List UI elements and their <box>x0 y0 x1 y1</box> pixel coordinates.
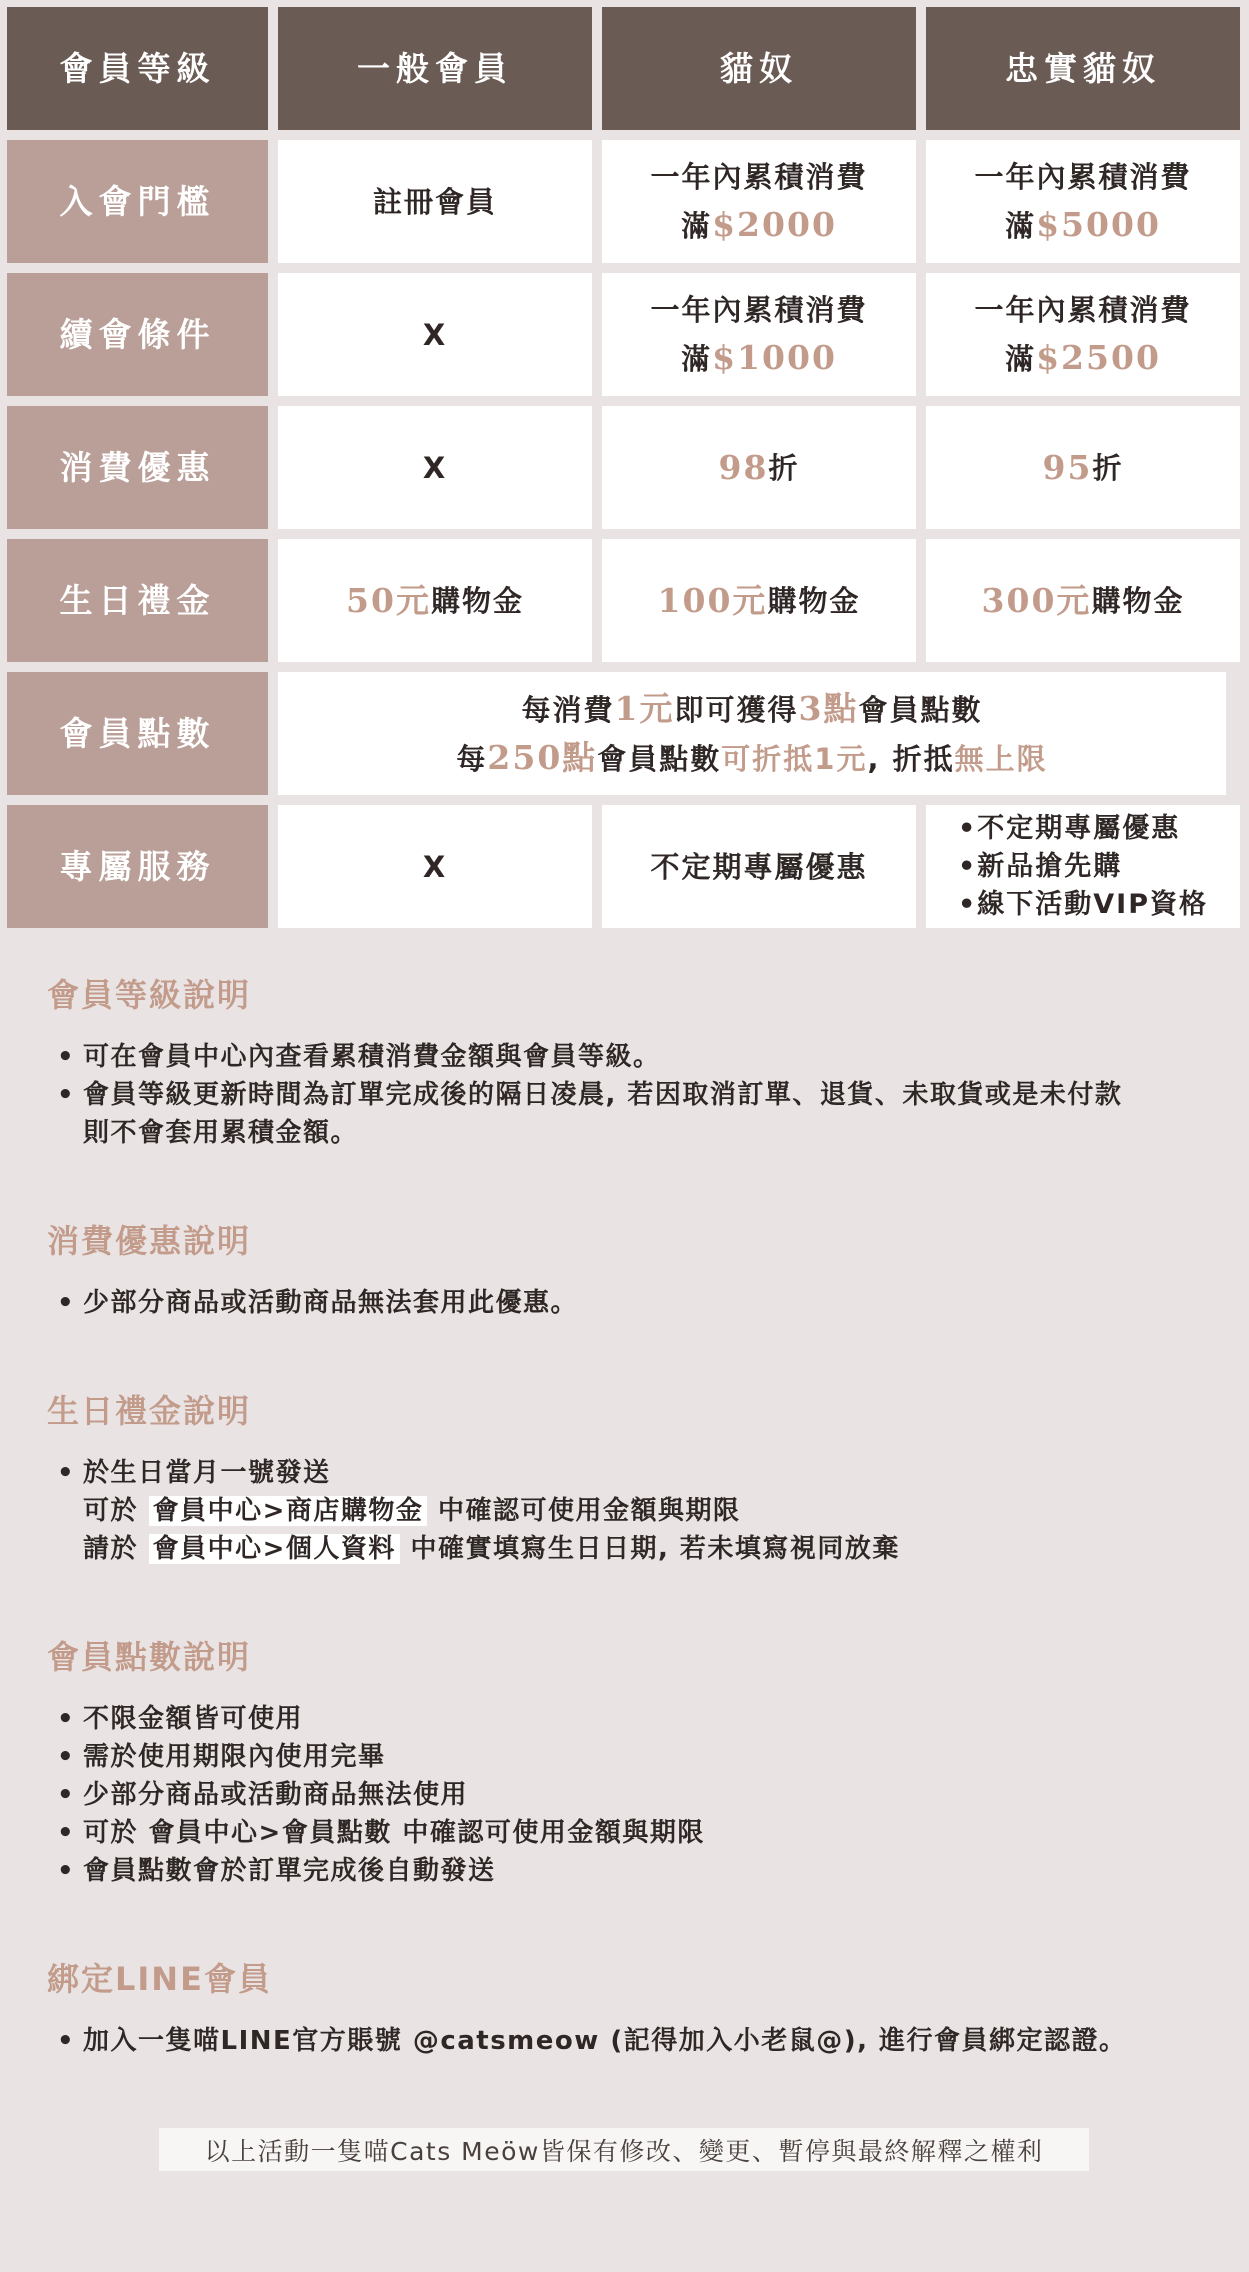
header-tier3: 忠實貓奴 <box>926 7 1240 130</box>
note-text: 可於 會員中心>會員點數 中確認可使用金額與期限 <box>83 1818 705 1848</box>
renewal-tier3-line1: 一年內累積消費 <box>974 293 1192 327</box>
note-text: 會員點數會於訂單完成後自動發送 <box>83 1856 496 1886</box>
membership-table <box>0 0 1249 938</box>
points-all-tiers <box>278 672 1226 795</box>
threshold-tier3-line1: 一年內累積消費 <box>974 160 1192 194</box>
birthday-tier2 <box>602 539 916 662</box>
note-text: 於生日當月一號發送 <box>83 1458 331 1488</box>
table-row-renewal <box>0 273 1249 406</box>
table-header-row <box>0 0 1249 140</box>
discount-tier3-num: 95 <box>1042 447 1093 487</box>
bullet: • <box>57 1042 76 1072</box>
path-profile: 會員中心>個人資料 <box>149 1534 400 1564</box>
renewal-tier3-amount: $2500 <box>1036 338 1161 377</box>
renewal-tier3-prefix: 滿 <box>1005 342 1037 376</box>
note-line-title: 綁定LINE會員 <box>47 1960 272 1998</box>
bullet: • <box>57 1288 76 1318</box>
table-row-service <box>0 805 1249 938</box>
birthday-tier3 <box>926 539 1240 662</box>
discount-tier3 <box>926 406 1240 529</box>
list-item <box>47 1814 1207 1852</box>
bullet: • <box>57 1458 76 1488</box>
row-label-discount: 消費優惠 <box>7 406 268 529</box>
threshold-tier2 <box>602 140 916 263</box>
threshold-tier3 <box>926 140 1240 263</box>
list-item <box>47 1284 1207 1322</box>
bullet: • <box>57 1856 76 1886</box>
renewal-tier2-amount: $1000 <box>712 338 837 377</box>
note-discount-title: 消費優惠說明 <box>47 1222 252 1260</box>
points-l1-a: 每消費 <box>521 692 615 727</box>
renewal-tier2 <box>602 273 916 396</box>
threshold-general: 註冊會員 <box>278 140 592 263</box>
points-l2-d: 可折抵1元 <box>721 741 868 776</box>
list-item <box>47 1454 1207 1492</box>
birthday-general-num: 50元 <box>346 580 431 620</box>
note-line <box>47 1954 1207 2060</box>
threshold-tier2-amount: $2000 <box>712 205 837 244</box>
bullet: • <box>57 1704 76 1734</box>
birthday-tier2-num: 100元 <box>657 580 768 620</box>
threshold-tier3-amount: $5000 <box>1036 205 1161 244</box>
service-tier3-item: •線下活動VIP資格 <box>958 888 1208 920</box>
discount-general: X <box>278 406 592 529</box>
service-general: X <box>278 805 592 928</box>
note-text: 可在會員中心內查看累積消費金額與會員等級。 <box>83 1042 661 1072</box>
row-label-threshold: 入會門檻 <box>7 140 268 263</box>
notes-section <box>47 970 1207 2124</box>
note-points-title: 會員點數說明 <box>47 1638 252 1676</box>
points-l2-f: 無上限 <box>954 741 1048 776</box>
list-item <box>47 1776 1207 1814</box>
threshold-tier3-prefix: 滿 <box>1005 209 1037 243</box>
service-tier3-item: •不定期專屬優惠 <box>958 812 1181 844</box>
renewal-tier2-prefix: 滿 <box>681 342 713 376</box>
renewal-tier2-line1: 一年內累積消費 <box>650 293 868 327</box>
list-item <box>47 1076 1207 1114</box>
points-l2-a: 每 <box>456 741 488 776</box>
table-row-birthday <box>0 539 1249 672</box>
discount-tier2-num: 98 <box>718 447 769 487</box>
birthday-tier2-unit: 購物金 <box>767 583 861 618</box>
table-row-points <box>0 672 1249 805</box>
footer-disclaimer: 以上活動一隻喵Cats Meöw皆保有修改、變更、暫停與最終解釋之權利 <box>159 2128 1089 2171</box>
service-tier3-item: •新品搶先購 <box>958 850 1123 882</box>
threshold-tier2-line1: 一年內累積消費 <box>650 160 868 194</box>
note-discount <box>47 1216 1207 1322</box>
note-text: 不限金額皆可使用 <box>83 1704 304 1734</box>
points-l1-c: 即可獲得 <box>674 692 799 727</box>
note-text: 請於 <box>83 1534 139 1564</box>
table-row-discount <box>0 406 1249 539</box>
row-label-points: 會員點數 <box>7 672 268 795</box>
note-level <box>47 970 1207 1152</box>
note-text: 可於 <box>83 1496 139 1526</box>
birthday-tier3-unit: 購物金 <box>1091 583 1185 618</box>
birthday-tier3-num: 300元 <box>981 580 1092 620</box>
points-l2-c: 會員點數 <box>597 741 722 776</box>
points-l1-d: 3點 <box>798 688 859 728</box>
list-item <box>47 1738 1207 1776</box>
points-l1-e: 會員點數 <box>858 692 983 727</box>
header-general: 一般會員 <box>278 7 592 130</box>
note-text: 需於使用期限內使用完畢 <box>83 1742 386 1772</box>
note-birthday-line2 <box>47 1492 1207 1530</box>
discount-tier2 <box>602 406 916 529</box>
renewal-tier3 <box>926 273 1240 396</box>
path-store-credit: 會員中心>商店購物金 <box>149 1496 428 1526</box>
bullet: • <box>57 1080 76 1110</box>
header-tier2: 貓奴 <box>602 7 916 130</box>
note-text: 中確實填寫生日日期, 若未填寫視同放棄 <box>410 1534 900 1564</box>
points-l2-b: 250點 <box>487 737 598 777</box>
points-l1-b: 1元 <box>614 688 675 728</box>
row-label-renewal: 續會條件 <box>7 273 268 396</box>
list-item <box>47 1700 1207 1738</box>
bullet: • <box>57 1818 76 1848</box>
birthday-general-unit: 購物金 <box>430 583 524 618</box>
bullet: • <box>57 1742 76 1772</box>
header-level: 會員等級 <box>7 7 268 130</box>
note-points <box>47 1632 1207 1890</box>
note-text: 少部分商品或活動商品無法使用 <box>83 1780 469 1810</box>
threshold-tier2-prefix: 滿 <box>681 209 713 243</box>
bullet: • <box>57 2026 76 2056</box>
note-birthday-title: 生日禮金說明 <box>47 1392 252 1430</box>
points-l2-e: , 折抵 <box>867 741 955 776</box>
birthday-general <box>278 539 592 662</box>
list-item <box>47 1038 1207 1076</box>
list-item <box>47 1852 1207 1890</box>
service-tier3 <box>926 805 1240 928</box>
note-birthday <box>47 1386 1207 1568</box>
table-row-threshold <box>0 140 1249 273</box>
note-level-title: 會員等級說明 <box>47 976 252 1014</box>
note-level-cont: 則不會套用累積金額。 <box>83 1118 359 1148</box>
list-item <box>47 2022 1207 2060</box>
note-birthday-line3 <box>47 1530 1207 1568</box>
note-text: 會員等級更新時間為訂單完成後的隔日凌晨, 若因取消訂單、退貨、未取貨或是未付款 <box>83 1080 1123 1110</box>
discount-tier3-unit: 折 <box>1092 450 1124 485</box>
discount-tier2-unit: 折 <box>768 450 800 485</box>
row-label-birthday: 生日禮金 <box>7 539 268 662</box>
note-text: 少部分商品或活動商品無法套用此優惠。 <box>83 1288 579 1318</box>
row-label-service: 專屬服務 <box>7 805 268 928</box>
bullet: • <box>57 1780 76 1810</box>
note-text: 加入一隻喵LINE官方賬號 @catsmeow (記得加入小老鼠@), 進行會員綁定認證。 <box>83 2026 1127 2056</box>
service-tier2: 不定期專屬優惠 <box>602 805 916 928</box>
renewal-general: X <box>278 273 592 396</box>
note-text: 中確認可使用金額與期限 <box>437 1496 741 1526</box>
